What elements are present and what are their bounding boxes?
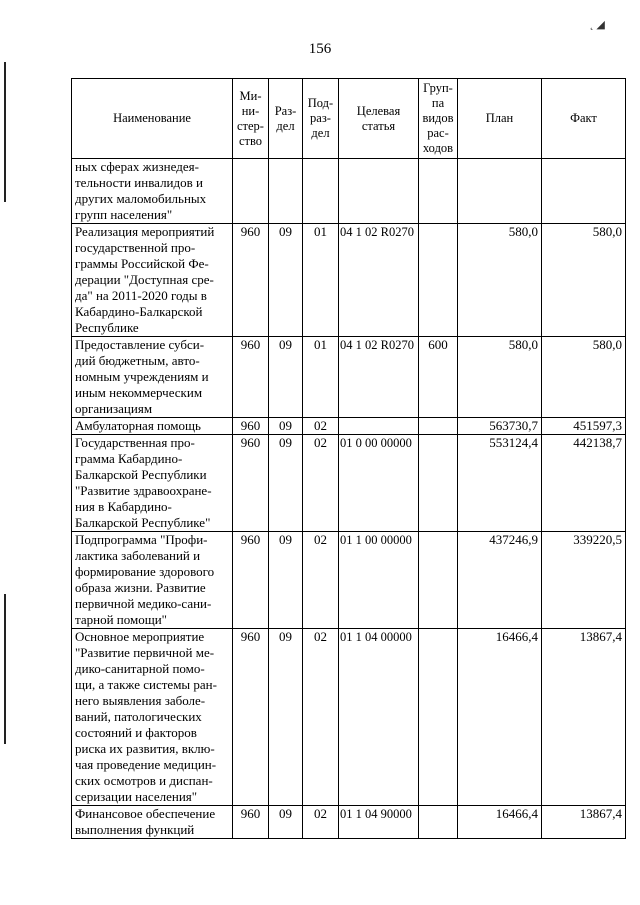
corner-mark: ˛ ◢ [590,19,605,31]
table-header-row [72,79,626,159]
page-number: 156 [308,41,332,57]
row-name: Государственная про- грамма Кабардино- Балкарской Республики "Развитие здравоохране- ния в Кабардино- Балкарской Республике" [72,435,233,532]
row-ministry: 960 [233,224,269,337]
row-fact: 13867,4 [542,806,626,839]
row-section [269,159,303,224]
row-subsection: 02 [303,435,339,532]
row-section: 09 [269,532,303,629]
row-plan: 580,0 [458,224,542,337]
row-fact: 451597,3 [542,418,626,435]
row-subsection: 02 [303,532,339,629]
row-target: 01 1 04 00000 [339,629,419,806]
row-section: 09 [269,418,303,435]
row-name: Реализация мероприятий государственной про- граммы Российской Фе- дерации "Доступная сре- да" на 2011-2020 годы в Кабардино-Балкарской Республике [72,224,233,337]
row-target [339,159,419,224]
table-row [72,435,626,532]
row-name: Амбулаторная помощь [72,418,233,435]
row-plan: 563730,7 [458,418,542,435]
row-section: 09 [269,224,303,337]
table-row [72,629,626,806]
table-row [72,806,626,839]
scan-mark-left-top [4,62,6,202]
budget-table [71,78,626,839]
row-subsection: 01 [303,337,339,418]
row-group [419,159,458,224]
row-name: Подпрограмма "Профи- лактика заболеваний и формирование здорового образа жизни. Развитие первичной медико-сани- тарной помощи" [72,532,233,629]
table-row [72,418,626,435]
row-group [419,629,458,806]
row-subsection [303,159,339,224]
header-name: Наименование [72,79,233,159]
header-plan: План [458,79,542,159]
row-subsection: 01 [303,224,339,337]
header-group: Груп- па видов рас- ходов [419,79,458,159]
row-fact: 580,0 [542,224,626,337]
row-ministry: 960 [233,629,269,806]
table-row [72,159,626,224]
row-ministry: 960 [233,435,269,532]
row-name: Предоставление субси- дий бюджетным, авто- номным учреждениям и иным некоммерческим организациям [72,337,233,418]
row-section: 09 [269,435,303,532]
row-target [339,418,419,435]
row-fact: 580,0 [542,337,626,418]
row-group [419,224,458,337]
row-fact: 339220,5 [542,532,626,629]
header-ministry: Ми- ни- стер- ство [233,79,269,159]
table-row [72,337,626,418]
row-section: 09 [269,629,303,806]
header-fact: Факт [542,79,626,159]
header-target: Целевая статья [339,79,419,159]
row-name: Финансовое обеспечение выполнения функций [72,806,233,839]
row-target: 04 1 02 R0270 [339,337,419,418]
row-ministry: 960 [233,337,269,418]
row-subsection: 02 [303,418,339,435]
row-fact: 442138,7 [542,435,626,532]
header-section: Раз- дел [269,79,303,159]
row-plan: 437246,9 [458,532,542,629]
row-plan: 16466,4 [458,629,542,806]
row-plan: 580,0 [458,337,542,418]
row-name: Основное мероприятие "Развитие первичной ме- дико-санитарной помо- щи, а также системы ран- него выявления заболе- ваний, патологических состояний и факторов риска их развития, вклю- чая проведение медицин- ских осмотров и диспан- серизации населения" [72,629,233,806]
row-group: 600 [419,337,458,418]
row-ministry: 960 [233,418,269,435]
row-plan: 16466,4 [458,806,542,839]
row-group [419,806,458,839]
row-name: ных сферах жизнедея- тельности инвалидов и других маломобильных групп населения" [72,159,233,224]
row-group [419,532,458,629]
row-target: 01 1 04 90000 [339,806,419,839]
row-target: 01 1 00 00000 [339,532,419,629]
row-fact [542,159,626,224]
row-section: 09 [269,337,303,418]
row-target: 04 1 02 R0270 [339,224,419,337]
row-plan: 553124,4 [458,435,542,532]
row-section: 09 [269,806,303,839]
header-subsection: Под- раз- дел [303,79,339,159]
scan-mark-left-mid [4,594,6,744]
row-group [419,418,458,435]
row-fact: 13867,4 [542,629,626,806]
row-plan [458,159,542,224]
row-target: 01 0 00 00000 [339,435,419,532]
row-ministry: 960 [233,806,269,839]
row-subsection: 02 [303,629,339,806]
row-group [419,435,458,532]
row-subsection: 02 [303,806,339,839]
row-ministry [233,159,269,224]
table-row [72,224,626,337]
row-ministry: 960 [233,532,269,629]
table-row [72,532,626,629]
